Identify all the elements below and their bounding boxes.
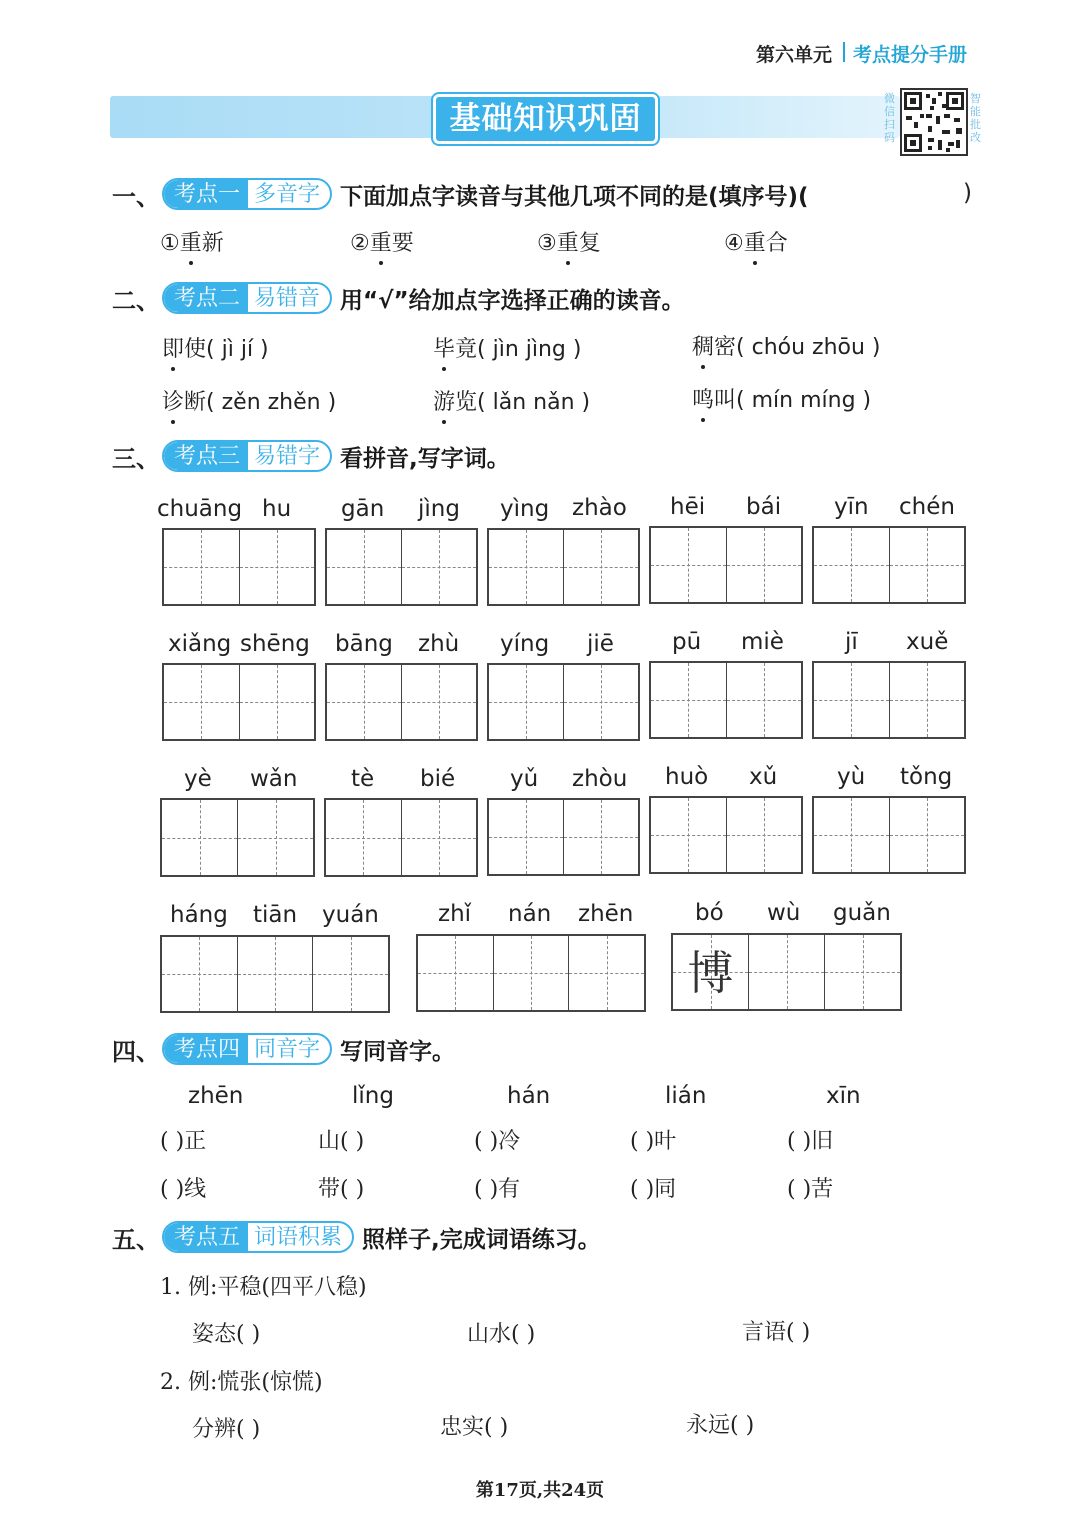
section-instruction: 写同音字。: [340, 1038, 456, 1065]
pinyin: zhào: [572, 495, 627, 521]
writing-grid[interactable]: [324, 798, 478, 877]
pinyin: yīn: [834, 494, 869, 520]
tag-label: 考点三: [164, 442, 248, 470]
section-2-heading: [112, 280, 685, 316]
writing-grid[interactable]: [812, 796, 966, 874]
section-instruction: 用“√”给加点字选择正确的读音。: [340, 287, 685, 314]
writing-grid[interactable]: [649, 796, 803, 874]
pronunciation-item[interactable]: 稠密( chóu zhōu ): [692, 330, 881, 361]
pinyin: jìng: [418, 496, 460, 522]
pronunciation-item[interactable]: 鸣叫( mín míng ): [692, 383, 871, 414]
tag-topic: 词语积累: [254, 1224, 343, 1250]
word-blank[interactable]: 山水( ): [467, 1322, 536, 1347]
homophone-blank[interactable]: ( )冷: [474, 1129, 521, 1154]
option-4: ④重合: [724, 226, 788, 257]
pinyin: bié: [420, 766, 456, 792]
tag-topic: 多音字: [254, 181, 321, 207]
writing-grid[interactable]: [649, 526, 803, 604]
homophone-blank[interactable]: ( )有: [474, 1177, 521, 1202]
writing-grid[interactable]: [812, 661, 966, 739]
pinyin: yù: [837, 764, 866, 790]
homophone-blank[interactable]: 带( ): [318, 1177, 365, 1202]
page-title: 基础知识巩固: [433, 94, 658, 144]
section-tag: [162, 1221, 354, 1253]
pinyin: xīn: [826, 1083, 861, 1109]
pinyin: gān: [341, 496, 385, 522]
section-number: 一、: [112, 182, 160, 211]
tag-topic: 易错字: [254, 443, 321, 469]
section-tag: [162, 1033, 332, 1065]
word-blank[interactable]: 忠实( ): [440, 1415, 509, 1440]
handbook-label: 考点提分手册: [853, 44, 968, 66]
pinyin: jī: [845, 629, 858, 655]
writing-grid[interactable]: [325, 663, 478, 741]
pronunciation-item[interactable]: 毕竟( jìn jìng ): [433, 332, 581, 363]
pinyin: zhòu: [572, 766, 628, 792]
section-tag: [162, 282, 332, 314]
writing-grid[interactable]: [649, 661, 803, 739]
pinyin: zhēn: [578, 901, 634, 927]
qr-right-label: 智能批改: [970, 92, 981, 144]
example-character: 博: [687, 946, 734, 1000]
tag-label: 考点二: [164, 284, 248, 312]
word-blank[interactable]: 言语( ): [742, 1320, 811, 1345]
pinyin: pū: [672, 629, 702, 655]
homophone-blank[interactable]: ( )苦: [787, 1177, 834, 1202]
pinyin: chén: [899, 494, 955, 520]
writing-grid[interactable]: [325, 528, 478, 606]
section-tag: [162, 178, 332, 210]
pinyin: miè: [741, 629, 784, 655]
pinyin: tǒng: [900, 764, 953, 790]
pinyin: nán: [508, 901, 552, 927]
qr-code-icon[interactable]: [900, 88, 968, 156]
tag-label: 考点五: [164, 1223, 248, 1251]
header-divider: [843, 42, 845, 62]
pinyin: yè: [184, 766, 212, 792]
word-blank[interactable]: 分辨( ): [192, 1417, 261, 1442]
pinyin: yíng: [500, 631, 550, 657]
homophone-blank[interactable]: ( )线: [160, 1177, 207, 1202]
pinyin: bāng: [335, 631, 393, 657]
section-instruction: 看拼音,写字词。: [340, 445, 510, 472]
example-1: 1. 例:平稳(四平八稳): [160, 1275, 367, 1300]
writing-grid[interactable]: [487, 663, 640, 741]
pinyin: háng: [170, 902, 228, 928]
writing-grid[interactable]: [671, 933, 902, 1011]
pinyin: huò: [665, 764, 709, 790]
section-5-heading: [112, 1219, 601, 1255]
section-instruction: 下面加点字读音与其他几项不同的是(填序号)(: [340, 183, 809, 210]
pinyin: chuāng: [157, 496, 243, 522]
pinyin: tè: [351, 766, 375, 792]
word-blank[interactable]: 永远( ): [686, 1413, 755, 1438]
homophone-blank[interactable]: 山( ): [318, 1129, 365, 1154]
writing-grid[interactable]: [160, 935, 390, 1013]
section-number: 二、: [112, 286, 160, 315]
pinyin: hēi: [670, 494, 706, 520]
pinyin: lián: [665, 1083, 707, 1109]
homophone-blank[interactable]: ( )正: [160, 1129, 207, 1154]
option-1: ①重新: [160, 226, 224, 257]
writing-grid[interactable]: [487, 798, 640, 876]
tag-label: 考点一: [164, 180, 248, 208]
writing-grid[interactable]: [162, 528, 316, 606]
pinyin: xiǎng: [168, 631, 232, 657]
section-1-heading: [112, 176, 809, 212]
homophone-blank[interactable]: ( )同: [630, 1177, 677, 1202]
word-blank[interactable]: 姿态( ): [192, 1322, 261, 1347]
section-4-heading: [112, 1031, 455, 1067]
pronunciation-item[interactable]: 即使( jì jí ): [162, 332, 269, 363]
writing-grid[interactable]: [416, 934, 646, 1012]
pinyin: yuán: [322, 902, 379, 928]
tag-label: 考点四: [164, 1035, 248, 1063]
section-3-heading: [112, 438, 510, 474]
pinyin: wù: [767, 900, 801, 926]
pinyin: bó: [695, 900, 724, 926]
pinyin: xǔ: [749, 764, 778, 790]
section-instruction: 照样子,完成词语练习。: [362, 1226, 601, 1253]
pinyin: zhēn: [188, 1083, 244, 1109]
homophone-blank[interactable]: ( )叶: [630, 1129, 677, 1154]
section-number: 三、: [112, 444, 160, 473]
pinyin: jiē: [587, 631, 614, 657]
writing-grid[interactable]: [487, 528, 640, 606]
page-number: 第17页,共24页: [475, 1480, 605, 1501]
unit-label: 第六单元: [756, 44, 833, 66]
option-3: ③重复: [537, 226, 601, 257]
pinyin: zhǐ: [438, 901, 472, 927]
option-2: ②重要: [350, 226, 414, 257]
pronunciation-item[interactable]: 游览( lǎn nǎn ): [433, 385, 590, 416]
pinyin: lǐng: [352, 1083, 394, 1109]
writing-grid[interactable]: [160, 798, 315, 877]
pinyin: bái: [746, 494, 782, 520]
example-2: 2. 例:慌张(惊慌): [160, 1370, 323, 1395]
writing-grid[interactable]: [162, 663, 316, 741]
tag-topic: 易错音: [254, 285, 321, 311]
pronunciation-item[interactable]: 诊断( zěn zhěn ): [162, 385, 336, 416]
pinyin: xuě: [906, 629, 949, 655]
homophone-blank[interactable]: ( )旧: [787, 1129, 834, 1154]
tag-topic: 同音字: [254, 1036, 321, 1062]
pinyin: shēng: [240, 631, 310, 657]
pinyin: tiān: [253, 902, 298, 928]
writing-grid[interactable]: [812, 526, 966, 604]
section-tag: [162, 440, 332, 472]
pinyin: wǎn: [250, 766, 298, 792]
qr-left-label: 微信扫码: [884, 92, 895, 144]
pinyin: yìng: [500, 496, 550, 522]
pinyin: yǔ: [510, 766, 539, 792]
pinyin: guǎn: [833, 900, 891, 926]
pinyin: zhù: [418, 631, 460, 657]
pinyin: hu: [262, 496, 292, 522]
section-number: 四、: [112, 1037, 160, 1066]
section-number: 五、: [112, 1225, 160, 1254]
answer-paren-close: ): [963, 180, 972, 206]
pinyin: hán: [507, 1083, 551, 1109]
